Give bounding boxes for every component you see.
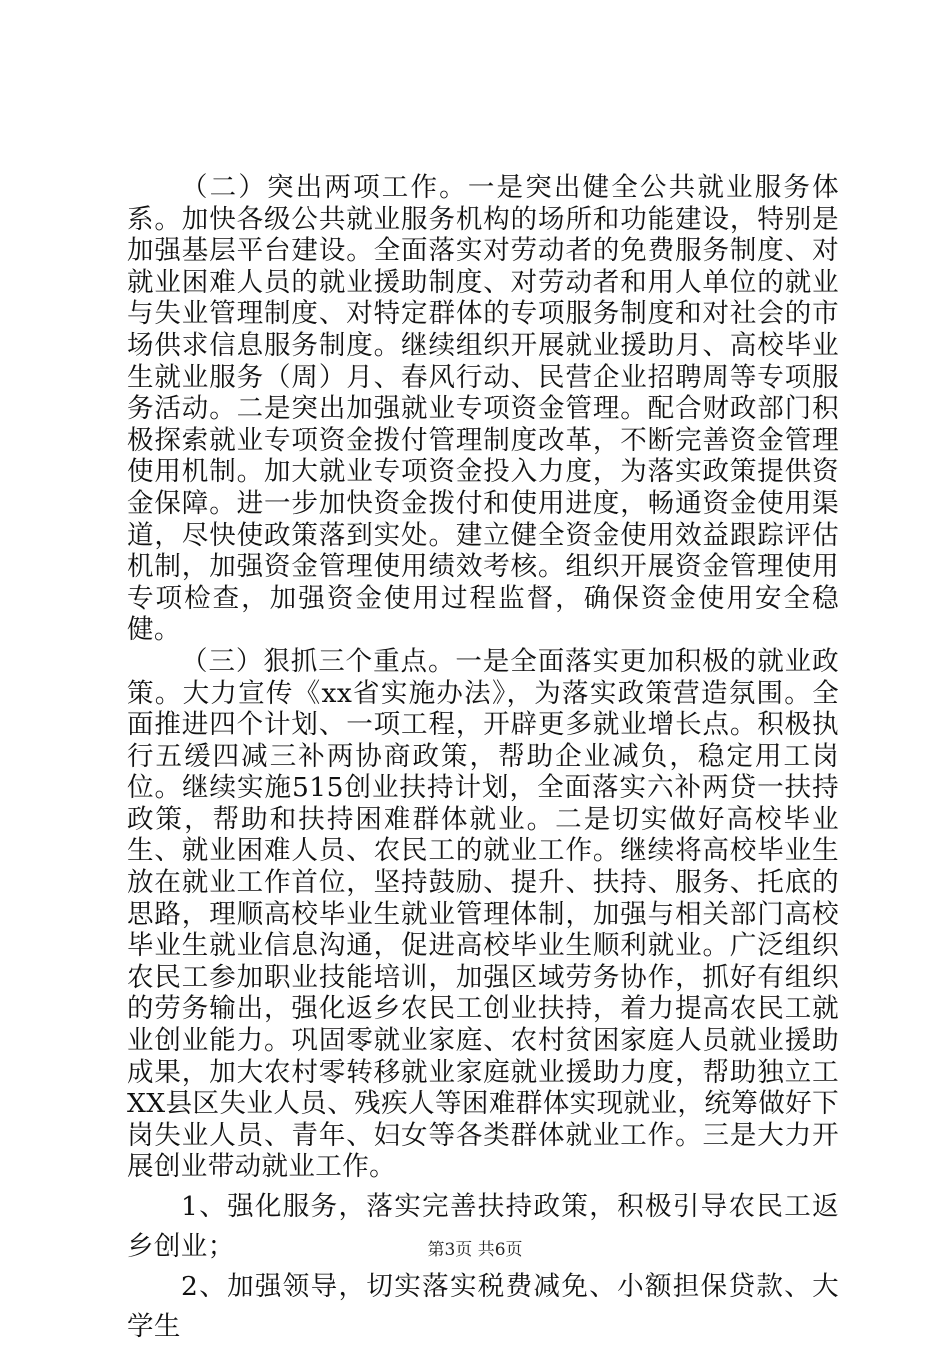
list-item-1: 1、强化服务，落实完善扶持政策，积极引导农民工返乡创业； — [127, 1191, 839, 1262]
list-item-2: 2、加强领导，切实落实税费减免、小额担保贷款、大学生 — [127, 1271, 839, 1342]
paragraph-section-three: （三）狠抓三个重点。一是全面落实更加积极的就业政策。大力宣传《xx省实施办法》，为落实政策营造氛围。全面推进四个计划、一项工程，开辟更多就业增长点。积极执行五缓四减三补两协商政策，帮助企业减负，稳定用工岗位。继续实施515创业扶持计划，全面落实六补两贷一扶持政策，帮助和扶持困难群体就业。二是切实做好高校毕业生、就业困难人员、农民工的就业工作。继续将高校毕业生放在就业工作首位，坚持鼓励、提升、扶持、服务、托底的思路，理顺高校毕业生就业管理体制，加强与相关部门高校毕业生就业信息沟通，促进高校毕业生顺利就业。广泛组织农民工参加职业技能培训，加强区域劳务协作，抓好有组织的劳务输出，强化返乡农民工创业扶持，着力提高农民工就业创业能力。巩固零就业家庭、农村贫困家庭人员就业援助成果，加大农村零转移就业家庭就业援助力度，帮助独立工XX县区失业人员、残疾人等困难群体实现就业，统筹做好下岗失业人员、青年、妇女等各类群体就业工作。三是大力开展创业带动就业工作。 — [127, 645, 839, 1183]
document-body — [127, 172, 839, 1347]
paragraph-section-two: （二）突出两项工作。一是突出健全公共就业服务体系。加快各级公共就业服务机构的场所和功能建设，特别是加强基层平台建设。全面落实对劳动者的免费服务制度、对就业困难人员的就业援助制度、对劳动者和用人单位的就业与失业管理制度、对特定群体的专项服务制度和对社会的市场供求信息服务制度。继续组织开展就业援助月、高校毕业生就业服务（周）月、春风行动、民营企业招聘周等专项服务活动。二是突出加强就业专项资金管理。配合财政部门积极探索就业专项资金拨付管理制度改革，不断完善资金管理使用机制。加大就业专项资金投入力度，为落实政策提供资金保障。进一步加快资金拨付和使用进度，畅通资金使用渠道，尽快使政策落到实处。建立健全资金使用效益跟踪评估机制，加强资金管理使用绩效考核。组织开展资金管理使用专项检查，加强资金使用过程监督，确保资金使用安全稳健。 — [127, 172, 839, 646]
page-number-footer: 第3页 共6页 — [427, 1240, 523, 1260]
